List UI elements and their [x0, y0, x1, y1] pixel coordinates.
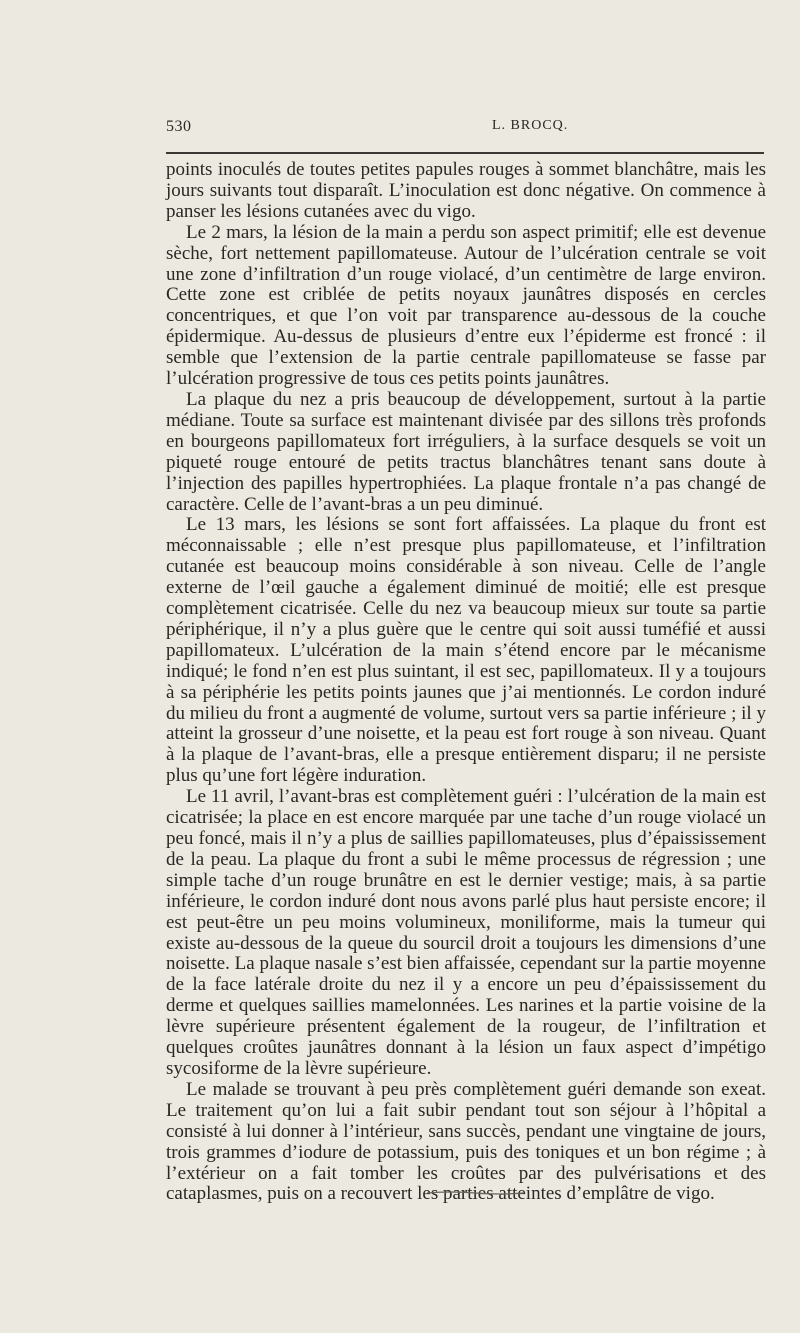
running-head: L. BROCQ.: [492, 118, 569, 133]
body-text: [166, 160, 766, 1205]
paragraph-6: Le malade se trouvant à peu près complètement guéri demande son exeat. Le traitement qu’on lui a fait subir pendant tout son séjour à l’hôpital a consisté à lui donner à l’intérieur, sans succès, pendant une vingtaine de jours, trois grammes d’iodure de potassium, puis des toniques et un bon régime ; à l’extérieur on a fait tomber les croûtes par des pulvérisations et des cataplasmes, puis on a recouvert les parties atteintes d’emplâtre de vigo.: [166, 1078, 766, 1205]
page-header: [166, 118, 766, 138]
paragraph-3: La plaque du nez a pris beaucoup de développement, surtout à la partie médiane. Toute sa surface est maintenant divisée par des sillons très profonds en bourgeons papillomateux fort irréguliers, à la surface desquels se voit un piqueté rouge entouré de petits tractus blanchâtres tenant sans doute à l’injection des papilles hypertrophiées. La plaque frontale n’a pas changé de caractère. Celle de l’avant-bras a un peu diminué.: [166, 388, 766, 515]
end-ornament: [425, 1190, 525, 1196]
page-number: 530: [166, 118, 192, 135]
header-rule: [166, 152, 764, 154]
paragraph-5: Le 11 avril, l’avant-bras est complètement guéri : l’ulcération de la main est cicatrisée; la place en est encore marquée par une tache d’un rouge violacé un peu foncé, mais il n’y a plus de saillies papillomateuses, plus d’épaississement de la peau. La plaque du front a subi le même processus de régression ; une simple tache d’un rouge brunâtre en est le dernier vestige; mais, à sa partie inférieure, le cordon induré dont nous avons parlé plus haut persiste encore; il est peut-être un peu moins volumineux, moniliforme, mais la tumeur qui existe au-dessous de la queue du sourcil droit a toujours les dimensions d’une noisette. La plaque nasale s’est bien affaissée, cependant sur la partie moyenne de la face latérale droite du nez il y a encore un peu d’épaississement du derme et quelques saillies mamelonnées. Les narines et la partie voisine de la lèvre supérieure présentent également de la rougeur, de l’infiltration et quelques croûtes jaunâtres donnant à la lésion un faux aspect d’impétigo sycosiforme de la lèvre supérieure.: [166, 786, 766, 1079]
paragraph-4: Le 13 mars, les lésions se sont fort affaissées. La plaque du front est méconnaissable ; elle n’est presque plus papillomateuse, et l’infiltration cutanée est beaucoup moins considérable à son niveau. Celle de l’angle externe de l’œil gauche a également diminué de moitié; elle est presque complètement cicatrisée. Celle du nez va beaucoup mieux sur toute sa partie périphérique, il n’y a plus guère que le centre qui soit aussi tuméfié et aussi papillomateux. L’ulcération de la main s’étend encore par le mécanisme indiqué; le fond n’en est plus suintant, il est sec, papillomateux. Il y a toujours à sa périphérie les petits points jaunes que j’ai mentionnés. Le cordon induré du milieu du front a augmenté de volume, surtout vers sa partie inférieure ; il y atteint la grosseur d’une noisette, et la peau est fort rouge à son niveau. Quant à la plaque de l’avant-bras, elle a presque entièrement disparu; il ne persiste plus qu’une fort légère induration.: [166, 514, 766, 787]
paragraph-1: points inoculés de toutes petites papules rouges à sommet blanchâtre, mais les jours suivants tout disparaît. L’inoculation est donc négative. On commence à panser les lésions cutanées avec du vigo.: [166, 159, 766, 222]
paragraph-2: Le 2 mars, la lésion de la main a perdu son aspect primitif; elle est devenue sèche, fort nettement papillomateuse. Autour de l’ulcération centrale se voit une zone d’infiltration d’un rouge violacé, d’un centimètre de large environ. Cette zone est criblée de petits noyaux jaunâtres disposés en cercles concentriques, et que l’on voit par transparence au-dessous de la couche épidermique. Au-dessus de plusieurs d’entre eux l’épiderme est froncé : il semble que l’extension de la partie centrale papillomateuse se fasse par l’ulcération progressive de tous ces petits points jaunâtres.: [166, 221, 766, 390]
